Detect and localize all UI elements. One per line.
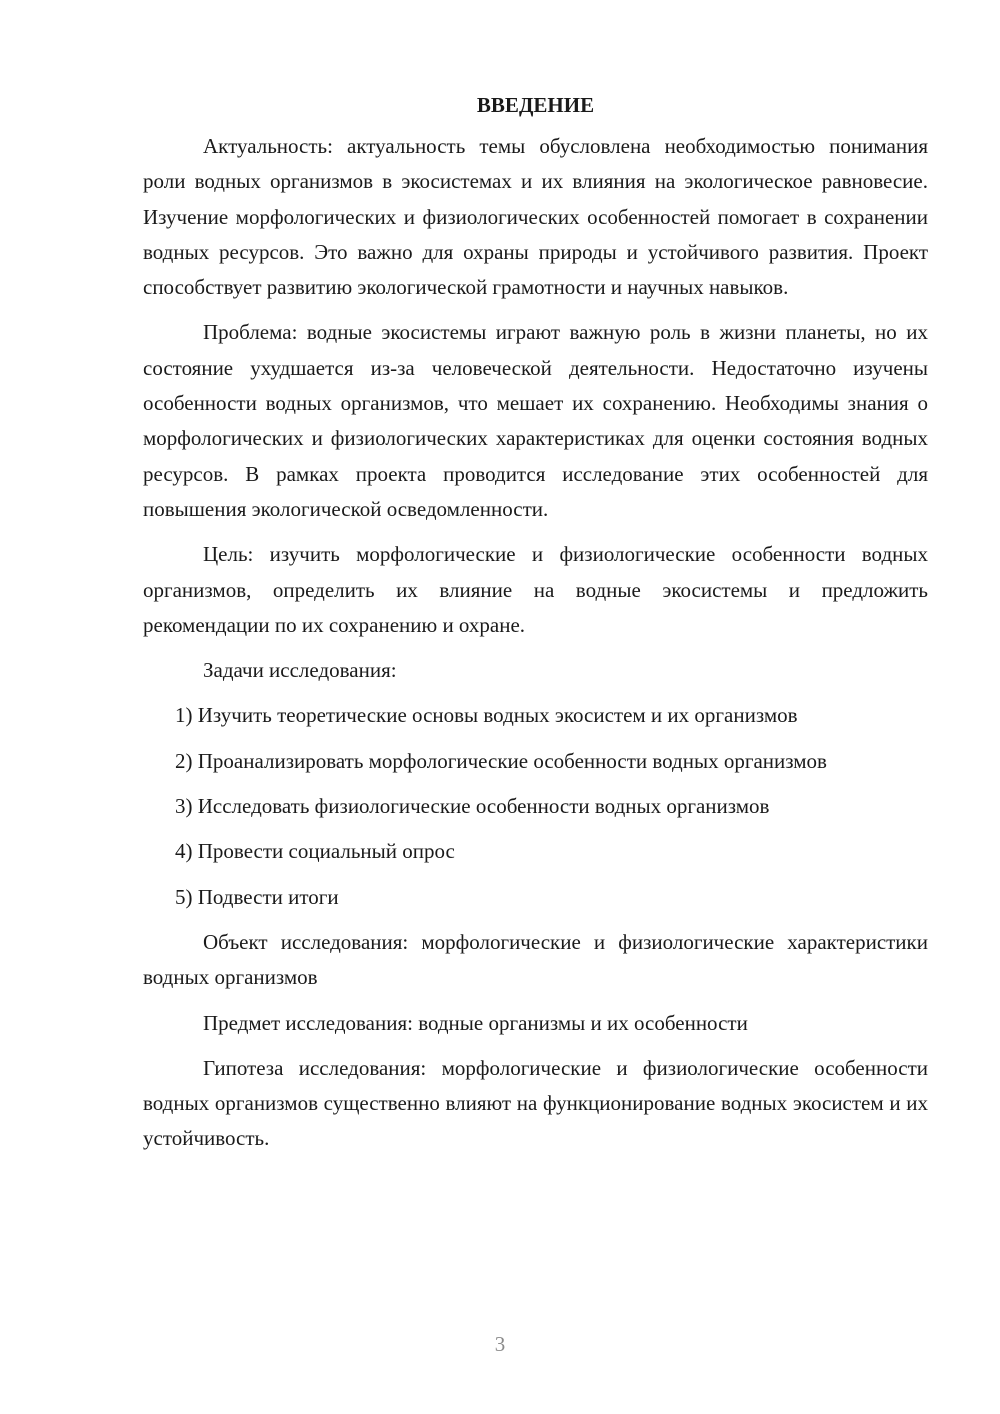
subject-paragraph: Предмет исследования: водные организмы и их особенности	[203, 1010, 748, 1035]
tasks-heading: Задачи исследования:	[203, 658, 397, 683]
goal-paragraph: Цель: изучить морфологические и физиологические особенности водных организмов, определить их влияние на водные экосистемы и предложить рекомендации по их сохранению и охране.	[143, 542, 928, 637]
task-item-4: 4) Провести социальный опрос	[175, 839, 455, 864]
task-item-1: 1) Изучить теоретические основы водных экосистем и их организмов	[175, 703, 798, 728]
document-page	[143, 88, 928, 1167]
problem-paragraph: Проблема: водные экосистемы играют важную роль в жизни планеты, но их состояние ухудшается из-за человеческой деятельности. Недостаточно изучены особенности водных организмов, что мешает их сохранению. Необходимы знания о морфологических и физиологических характеристиках для оценки состояния водных ресурсов. В рамках проекта проводится исследование этих особенностей для повышения экологической осведомленности.	[143, 320, 928, 521]
hypothesis-paragraph: Гипотеза исследования: морфологические и физиологические особенности водных организмов существенно влияют на функционирование водных экосистем и их устойчивость.	[143, 1055, 928, 1151]
relevance-paragraph: Актуальность: актуальность темы обусловлена необходимостью понимания роли водных организмов в экосистемах и их влияния на экологическое равновесие. Изучение морфологических и физиологических особенностей помогает в сохранении водных ресурсов. Это важно для охраны природы и устойчивого развития. Проект способствует развитию экологической грамотности и научных навыков.	[143, 134, 928, 300]
section-title: ВВЕДЕНИЕ	[476, 93, 595, 117]
task-item-3: 3) Исследовать физиологические особенности водных организмов	[175, 794, 770, 819]
task-item-5: 5) Подвести итоги	[175, 884, 339, 909]
task-item-2: 2) Проанализировать морфологические особенности водных организмов	[175, 748, 827, 773]
object-paragraph: Объект исследования: морфологические и физиологические характеристики водных организмов	[143, 929, 928, 990]
page-number: 3	[494, 1332, 506, 1356]
